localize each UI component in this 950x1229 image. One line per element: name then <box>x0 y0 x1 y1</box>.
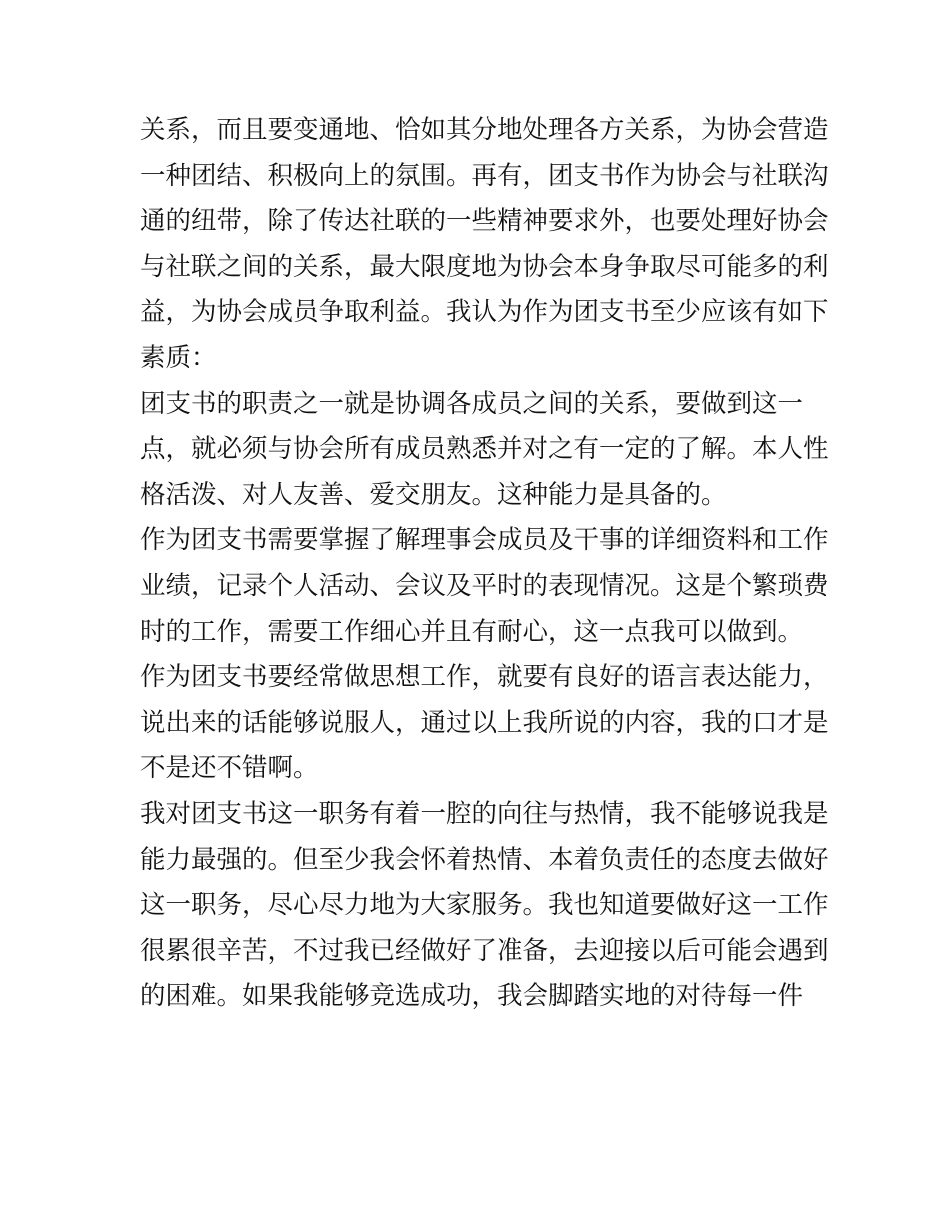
text-line: 与社联之间的关系，最大限度地为协会本身争取尽可能多的利 <box>140 251 829 282</box>
text-line: 作为团支书要经常做思想工作，就要有良好的语言表达能力， <box>140 662 829 693</box>
text-line: 关系，而且要变通地、恰如其分地处理各方关系，为协会营造 <box>140 115 829 145</box>
text-line: 格活泼、对人友善、爱交朋友。这种能力是具备的。 <box>140 479 727 510</box>
text-line: 我对团支书这一职务有着一腔的向往与热情，我不能够说我是 <box>140 798 829 829</box>
text-line: 作为团支书需要掌握了解理事会成员及干事的详细资料和工作 <box>140 525 829 556</box>
text-line: 这一职务，尽心尽力地为大家服务。我也知道要做好这一工作 <box>140 890 829 921</box>
text-line: 业绩，记录个人活动、会议及平时的表现情况。这是个繁琐费 <box>140 570 829 601</box>
body-text <box>140 108 829 1020</box>
text-line: 益，为协会成员争取利益。我认为作为团支书至少应该有如下 <box>140 297 829 328</box>
text-line: 时的工作，需要工作细心并且有耐心，这一点我可以做到。 <box>140 616 804 647</box>
text-line: 说出来的话能够说服人，通过以上我所说的内容，我的口才是 <box>140 707 829 738</box>
text-line: 能力最强的。但至少我会怀着热情、本着负责任的态度去做好 <box>140 844 829 875</box>
text-line: 点，就必须与协会所有成员熟悉并对之有一定的了解。本人性 <box>140 434 829 465</box>
text-line: 一种团结、积极向上的氛围。再有，团支书作为协会与社联沟 <box>140 160 829 191</box>
text-line: 团支书的职责之一就是协调各成员之间的关系，要做到这一 <box>140 388 804 419</box>
text-line: 通的纽带，除了传达社联的一些精神要求外，也要处理好协会 <box>140 206 829 237</box>
text-line: 很累很辛苦，不过我已经做好了准备，去迎接以后可能会遇到 <box>140 935 829 966</box>
text-line: 的困难。如果我能够竞选成功，我会脚踏实地的对待每一件 <box>140 981 804 1012</box>
text-line: 不是还不错啊。 <box>140 753 319 784</box>
text-line: 素质： <box>140 342 217 373</box>
